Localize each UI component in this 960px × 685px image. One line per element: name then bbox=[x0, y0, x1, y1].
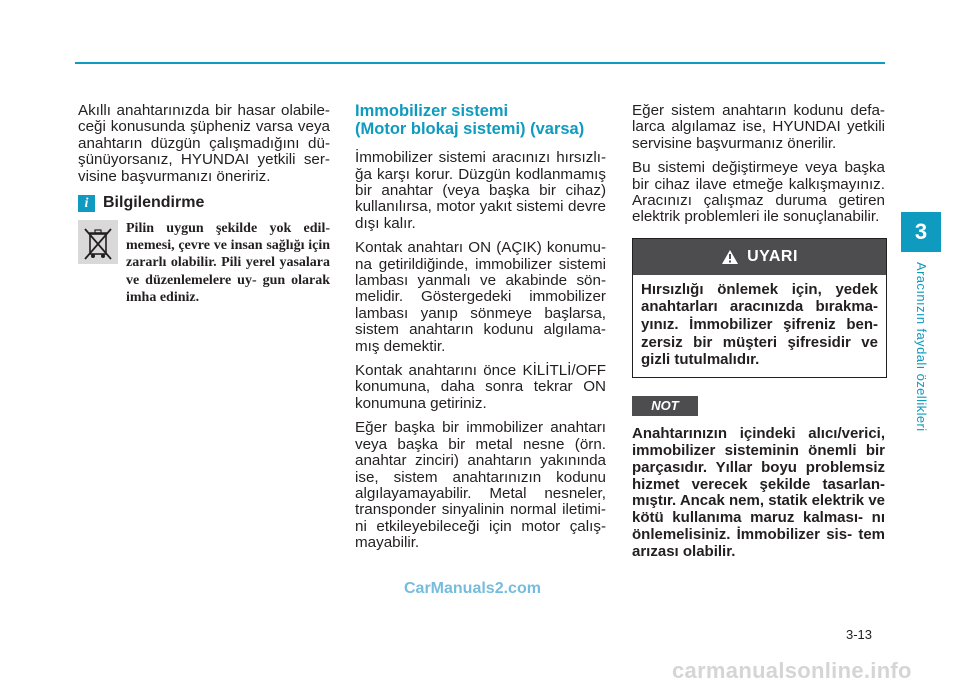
column-2 bbox=[355, 103, 606, 560]
paragraph: Kontak anahtarını önce KİLİTLİ/OFF konumuna, daha sonra tekrar ON konumuna getiriniz. bbox=[355, 362, 606, 412]
info-icon: i bbox=[78, 195, 95, 212]
paragraph: Bu sistemi değiştirmeye veya başka bir cihaz ilave etmeğe kalkışmayınız. Aracınızı çalışmaz duruma getiren elektrik problemleri ile sonuçlanabilir. bbox=[632, 159, 885, 226]
footer-watermark: carmanualsonline.info bbox=[672, 658, 912, 683]
column-3 bbox=[632, 103, 885, 561]
warning-text: Hırsızlığı önlemek için, yedek anahtarları aracınızda bırakma- yınız. İmmobilizer şifreniz ben- zersiz bir müşteri şifresidir ve gizli tutulmalıdır. bbox=[641, 280, 878, 369]
watermark: CarManuals2.com bbox=[404, 580, 541, 597]
chapter-tab: 3 bbox=[901, 212, 941, 252]
paragraph: Eğer başka bir immobilizer anahtarı veya başka bir metal nesne (örn. anahtar zinciri) anahtarın yakınında ise, sistem anahtarınızın kodunu algılayamayabilir. Metal nesneler, transponder sinyalinin normal iletimi- ni etkileyebileceği için motor çalış- mayabilir. bbox=[355, 419, 606, 552]
top-rule bbox=[75, 62, 885, 64]
warning-triangle-icon bbox=[721, 249, 739, 265]
info-header bbox=[78, 195, 330, 212]
note-text: Anahtarınızın içindeki alıcı/verici, immobilizer sisteminin önemli bir parçasıdır. Yıllar boyu problemsiz hizmet verecek şekilde tasarlan- mıştır. Ancak nem, statik elektrik ve kötü kullanıma maruz kalması- nı önlemelisiniz. İmmobilizer sis- tem arızası olabilir. bbox=[632, 424, 885, 561]
section-title bbox=[355, 103, 606, 138]
paragraph: Kontak anahtarı ON (AÇIK) konumu- na getirildiğinde, immobilizer sistemi lambası yanmalı ve akabinde sön- melidir. Göstergedeki immobilizer lambası yanıp sönmeye başlarsa, sistem anahtarın kodunu algılama- mış demektir. bbox=[355, 239, 606, 355]
intro-paragraph: Akıllı anahtarınızda bir hasar olabile- ceği konusunda şüpheniz varsa veya anahtarın düzgün çalışmadığını dü- şünüyorsanız, HYUNDAI yetkili ser- visine başvurmanızı öneririz. bbox=[78, 102, 330, 185]
chapter-label: Aracınızın faydalı özellikleri bbox=[914, 262, 929, 432]
warning-box bbox=[632, 238, 887, 378]
info-title: Bilgilendirme bbox=[103, 194, 205, 212]
info-text: Pilin uygun şekilde yok edil- memesi, çevre ve insan sağlığı için zararlı olabilir. Pili yerel yasalara ve düzenlemelere uy- gun olarak imha ediniz. bbox=[126, 221, 330, 305]
section-title-line2: (Motor blokaj sistemi) (varsa) bbox=[355, 119, 585, 138]
note-badge: NOT bbox=[632, 396, 698, 416]
info-body bbox=[78, 220, 330, 306]
paragraph: Eğer sistem anahtarın kodunu defa- larca algılamaz ise, HYUNDAI yetkili servisine başvurmanız önerilir. bbox=[632, 102, 885, 152]
section-title-line1: Immobilizer sistemi bbox=[355, 102, 509, 120]
paragraph: İmmobilizer sistemi aracınızı hırsızlı- ğa karşı korur. Düzgün kodlanmamış bir anahtar (veya başka bir cihaz) kullanılırsa, motor yakıt sistemi devre dışı kalır. bbox=[355, 149, 606, 232]
chapter-label-wrap bbox=[914, 262, 928, 432]
page-number: 3-13 bbox=[846, 627, 873, 642]
warning-header bbox=[633, 239, 886, 275]
warning-title: UYARI bbox=[747, 247, 798, 265]
column-1 bbox=[78, 103, 330, 306]
crossed-bin-icon bbox=[78, 220, 118, 264]
